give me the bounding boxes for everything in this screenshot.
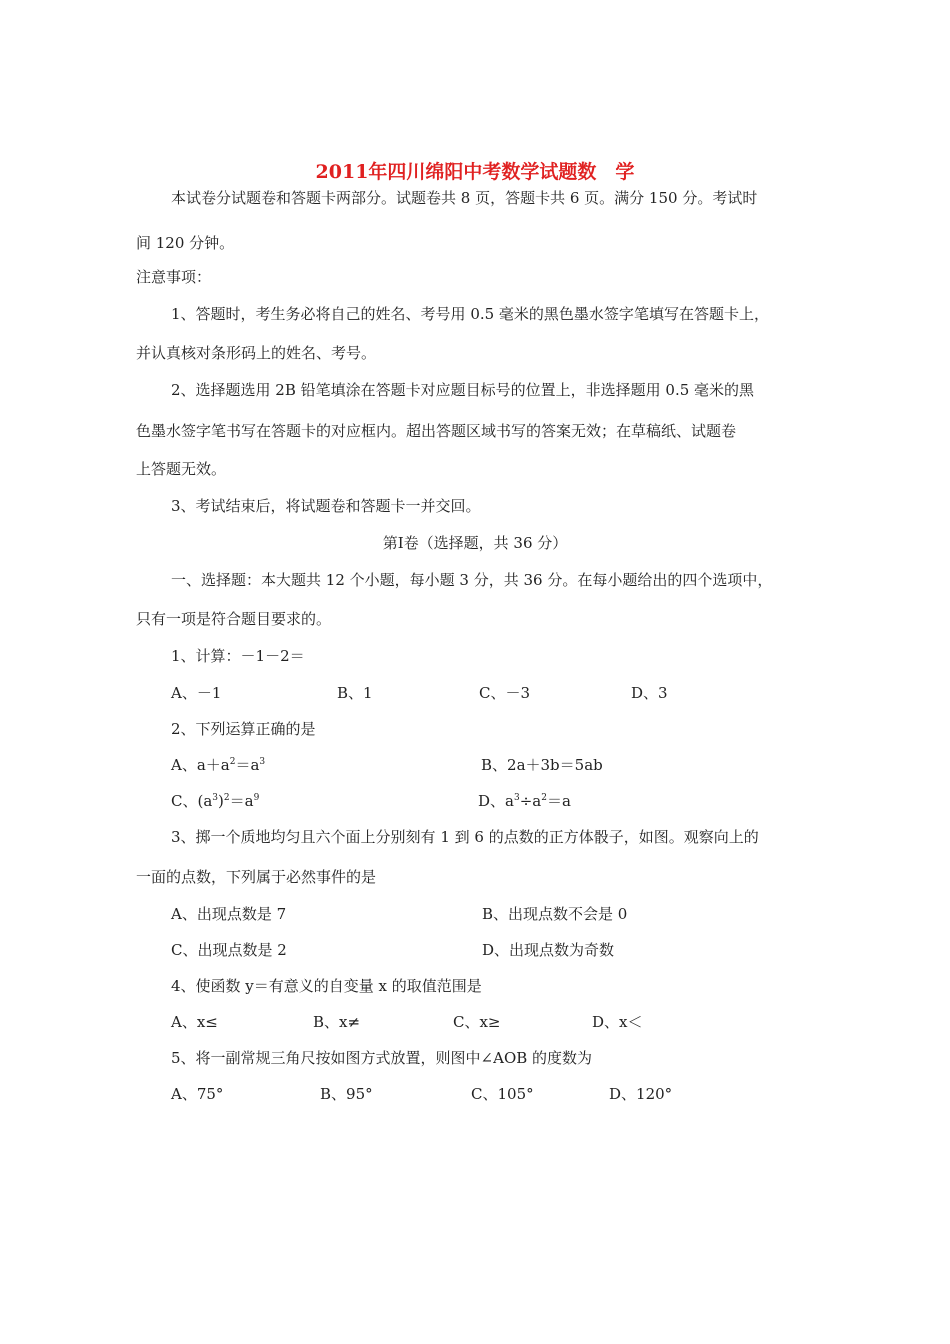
section-1-desc-line-1: 一、选择题：本大题共 12 个小题，每小题 3 分，共 36 分。在每小题给出的四个选项中，: [171, 571, 773, 589]
notice-item-2-line-1: 2、选择题选用 2B 铅笔填涂在答题卡对应题目标号的位置上，非选择题用 0.5 毫米的黑: [171, 381, 755, 399]
q4-option-c: C、x≥: [453, 1013, 501, 1031]
q4-option-b: B、x≠: [313, 1013, 361, 1031]
document-title: 2011年四川绵阳中考数学试题数 学: [315, 161, 635, 183]
q2-option-c: C、$(a^3)^2=a^9$: [171, 792, 260, 810]
q1-option-a: A、－1: [171, 684, 222, 702]
q5-option-b: B、95°: [320, 1085, 373, 1103]
q4-option-d: D、x＜: [592, 1013, 643, 1031]
q2-option-d: D、$a^3\div a^2=a$: [478, 792, 571, 810]
q1-option-d: D、3: [631, 684, 668, 702]
q3-option-a: A、出现点数是 7: [171, 905, 287, 923]
q4-stem: 4、使函数 y＝有意义的自变量 x 的取值范围是: [171, 977, 482, 995]
q2-stem: 2、下列运算正确的是: [171, 720, 316, 738]
q3-option-c: C、出现点数是 2: [171, 941, 287, 959]
q3-option-d: D、出现点数为奇数: [482, 941, 615, 959]
section-1-heading: 第Ⅰ卷（选择题，共 36 分）: [382, 534, 568, 552]
q2-option-b: B、2a＋3b＝5ab: [481, 756, 603, 774]
q5-option-d: D、120°: [609, 1085, 673, 1103]
notice-item-1-line-1: 1、答题时，考生务必将自己的姓名、考号用 0.5 毫米的黑色墨水签字笔填写在答题卡上，: [171, 305, 769, 323]
notice-item-3: 3、考试结束后，将试题卷和答题卡一并交回。: [171, 497, 481, 515]
notice-heading: 注意事项：: [136, 268, 212, 286]
q5-stem: 5、将一副常规三角尺按如图方式放置，则图中∠AOB 的度数为: [171, 1049, 593, 1067]
q3-stem-line-1: 3、掷一个质地均匀且六个面上分别刻有 1 到 6 的点数的正方体骰子，如图。观察向上的: [171, 828, 759, 846]
notice-item-2-line-2: 色墨水签字笔书写在答题卡的对应框内。超出答题区域书写的答案无效；在草稿纸、试题卷: [136, 422, 737, 440]
intro-line-1: 本试卷分试题卷和答题卡两部分。试题卷共 8 页，答题卡共 6 页。满分 150 分。考试时: [171, 189, 758, 207]
q5-option-a: A、75°: [171, 1085, 224, 1103]
intro-line-2: 间 120 分钟。: [136, 234, 235, 252]
q4-option-a: A、x≤: [171, 1013, 218, 1031]
q2-option-a: A、$a+a^2=a^3$: [171, 756, 266, 774]
q1-option-c: C、－3: [479, 684, 531, 702]
section-1-desc-line-2: 只有一项是符合题目要求的。: [136, 610, 332, 628]
q5-option-c: C、105°: [471, 1085, 534, 1103]
q1-option-b: B、1: [337, 684, 373, 702]
q1-stem: 1、计算：－1－2＝: [171, 647, 305, 665]
q3-stem-line-2: 一面的点数，下列属于必然事件的是: [136, 868, 377, 886]
q3-option-b: B、出现点数不会是 0: [482, 905, 628, 923]
notice-item-2-line-3: 上答题无效。: [136, 460, 227, 478]
notice-item-1-line-2: 并认真核对条形码上的姓名、考号。: [136, 344, 377, 362]
